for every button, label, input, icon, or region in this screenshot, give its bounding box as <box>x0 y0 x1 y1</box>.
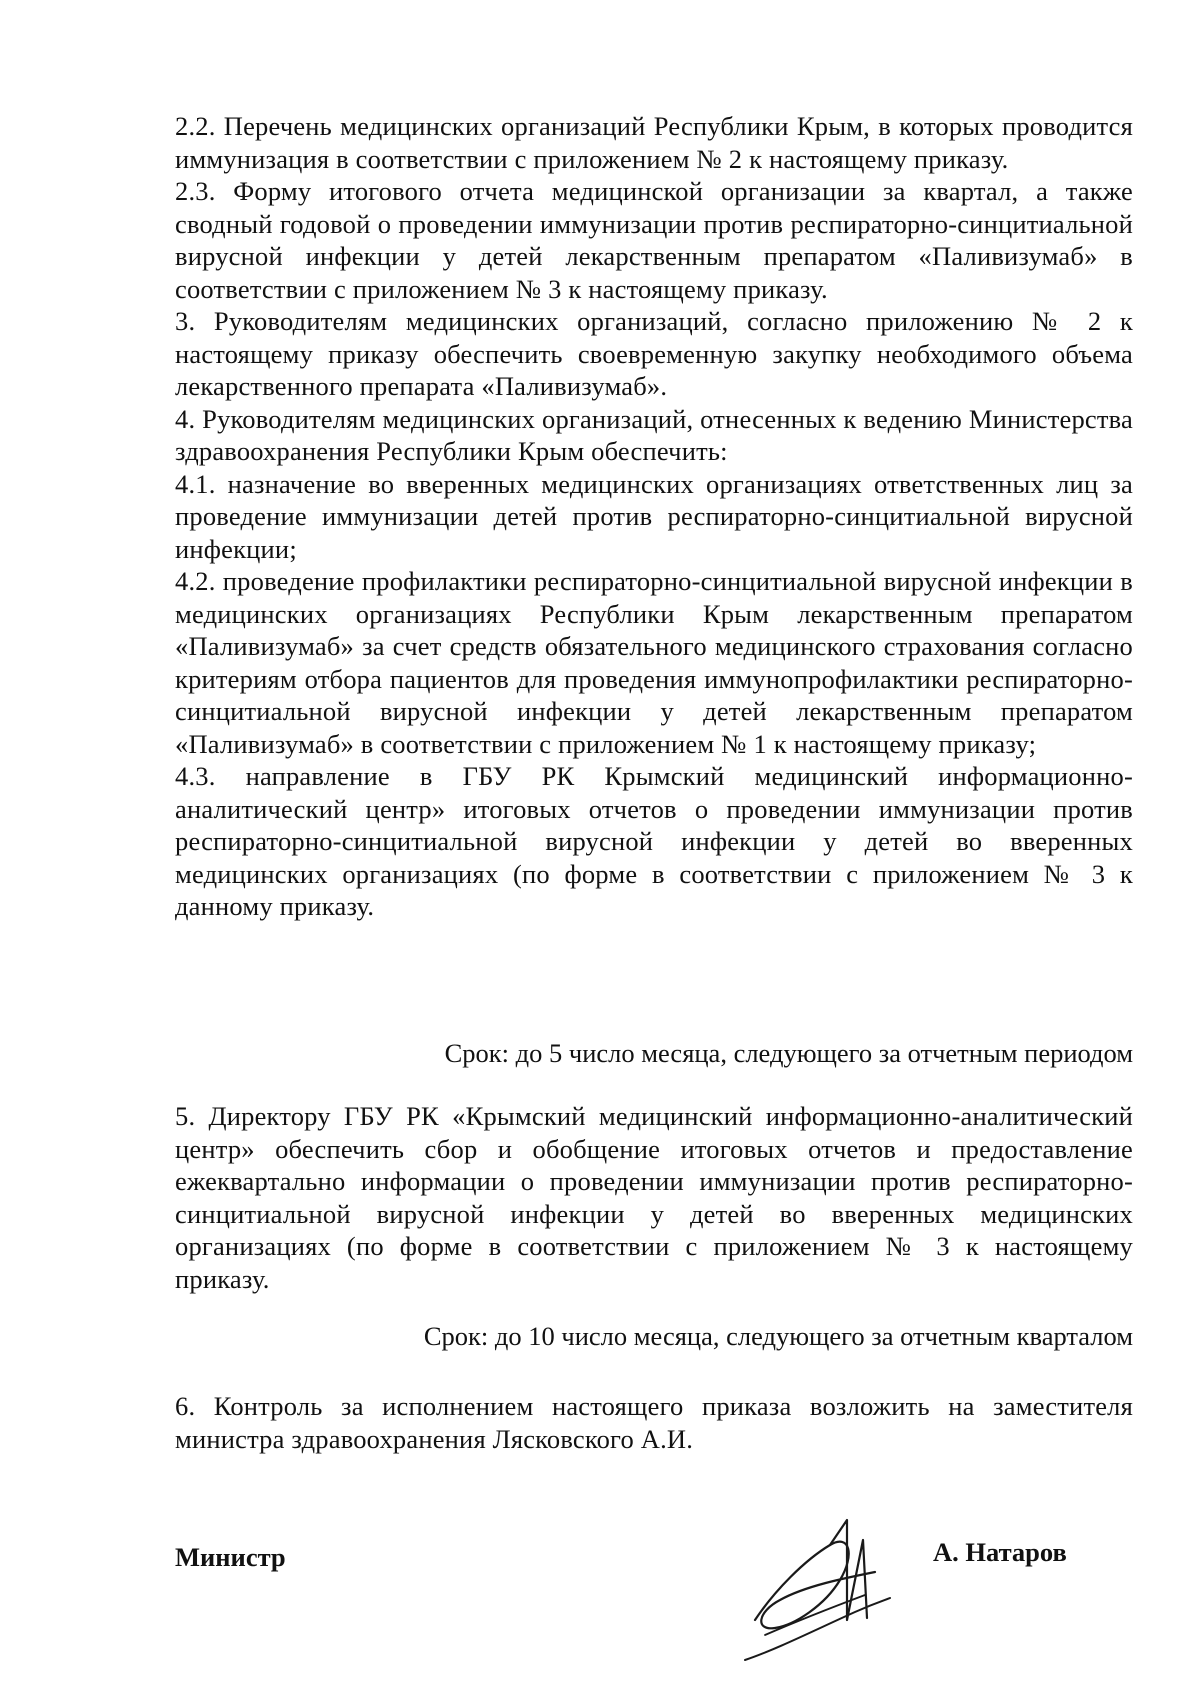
paragraph-5: 5. Директору ГБУ РК «Крымский медицинский информационно-аналитический центр» обеспечить сбор и обобщение итоговых отчетов и предоставление ежеквартально информации о проведении иммунизации против респираторно-синцитиальной вирусной инфекции у детей во вверенных медицинских организациях (по форме в соответствии с приложением № 3 к настоящему приказу. <box>175 1101 1133 1294</box>
paragraph-4-2: 4.2. проведение профилактики респираторно-синцитиальной вирусной инфекции в медицинских организациях Республики Крым лекарственным препаратом «Паливизумаб» за счет средств обязательного медицинского страхования согласно критериям отбора пациентов для проведения иммунопрофилактики респираторно-синцитиальной вирусной инфекции у детей лекарственным препаратом «Паливизумаб» в соответствии с приложением № 1 к настоящему приказу; <box>175 566 1133 759</box>
signatory-title: Министр <box>175 1542 286 1572</box>
paragraph-4: 4. Руководителям медицинских организаций, отнесенных к ведению Министерства здравоохранения Республики Крым обеспечить: <box>175 403 1133 466</box>
deadline-note-1: Срок: до 5 число месяца, следующего за отчетным периодом <box>444 1038 1133 1068</box>
paragraph-2-2: 2.2. Перечень медицинских организаций Республики Крым, в которых проводится иммунизация в соответствии с приложением № 2 к настоящему приказу. <box>175 111 1133 174</box>
paragraph-3: 3. Руководителям медицинских организаций, согласно приложению № 2 к настоящему приказу обеспечить своевременную закупку необходимого объема лекарственного препарата «Паливизумаб». <box>175 306 1133 401</box>
paragraph-4-1: 4.1. назначение во вверенных медицинских организациях ответственных лиц за проведение иммунизации детей против респираторно-синцитиальной вирусной инфекции; <box>175 468 1133 564</box>
deadline-note-2: Срок: до 10 число месяца, следующего за отчетным кварталом <box>423 1321 1133 1351</box>
paragraph-4-3: 4.3. направление в ГБУ РК Крымский медицинский информационно-аналитический центр» итоговых отчетов о проведении иммунизации против респираторно-синцитиальной вирусной инфекции у детей во вверенных медицинских организациях (по форме в соответствии с приложением № 3 к данному приказу. <box>175 761 1133 921</box>
paragraph-6: 6. Контроль за исполнением настоящего приказа возложить на заместителя министра здравоохранения Лясковского А.И. <box>175 1391 1133 1454</box>
handwritten-signature <box>735 1500 900 1675</box>
paragraph-6-block <box>175 1390 1133 1455</box>
document-body <box>175 110 1133 923</box>
paragraph-2-3: 2.3. Форму итогового отчета медицинской организации за квартал, а также сводный годовой о проведении иммунизации против респираторно-синцитиальной вирусной инфекции у детей лекарственным препаратом «Паливизумаб» в соответствии с приложением № 3 к настоящему приказу. <box>175 176 1133 304</box>
paragraph-5-block <box>175 1100 1133 1295</box>
signatory-name: А. Натаров <box>933 1537 1067 1567</box>
